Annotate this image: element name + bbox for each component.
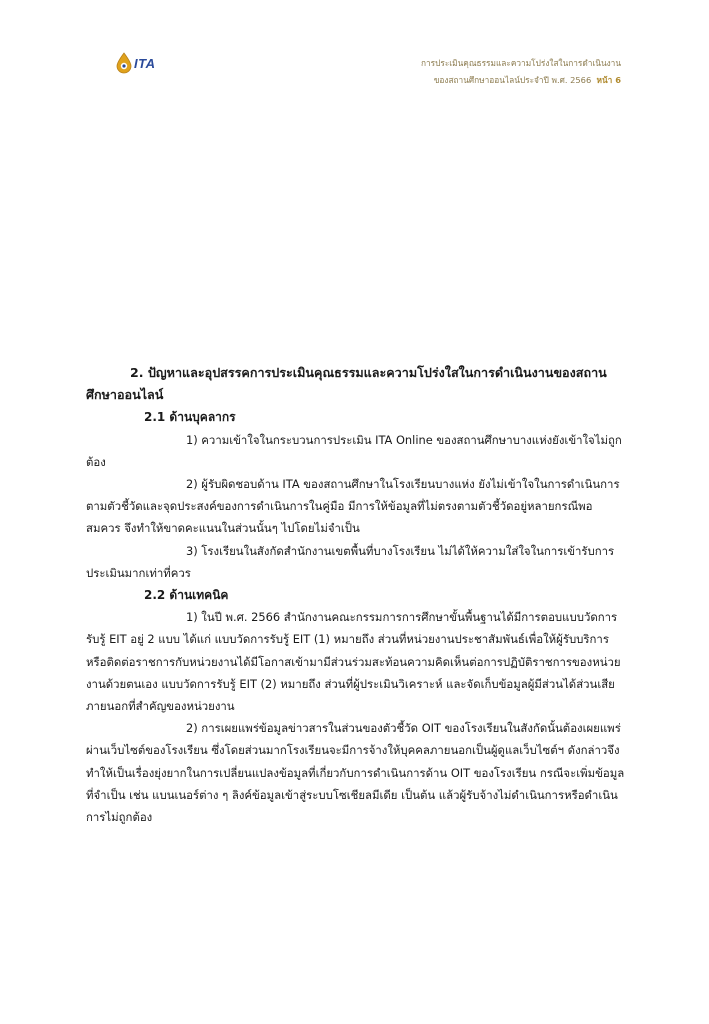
document-body	[86, 362, 626, 828]
page-number: หน้า 6	[596, 75, 621, 85]
page-header	[421, 55, 621, 89]
ita-logo	[116, 52, 155, 74]
paragraph: 1) ในปี พ.ศ. 2566 สำนักงานคณะกรรมการการศึกษาขั้นพื้นฐานได้มีการตอบแบบวัดการรับรู้ EIT อยู่ 2 แบบ ได้แก่ แบบวัดการรับรู้ EIT (1) หมายถึง ส่วนที่หน่วยงานประชาสัมพันธ์เพื่อให้ผู้รับบริการหรือติดต่อราชการกับหน่วยงานได้มีโอกาสเข้ามามีส่วนร่วมสะท้อนความคิดเห็นต่อการปฏิบัติราชการของหน่วยงานด้วยตนเอง แบบวัดการรับรู้ EIT (2) หมายถึง ส่วนที่ผู้ประเมินวิเคราะห์ และจัดเก็บข้อมูลผู้มีส่วนได้ส่วนเสียภายนอกที่สำคัญของหน่วยงาน	[86, 610, 621, 714]
section-title: 2. ปัญหาและอุปสรรคการประเมินคุณธรรมและความโปร่งใสในการดำเนินงานของสถานศึกษาออนไลน์	[86, 365, 607, 403]
paragraph: 3) โรงเรียนในสังกัดสำนักงานเขตพื้นที่บางโรงเรียน ไม่ได้ให้ความใส่ใจในการเข้ารับการประเมินมากเท่าที่ควร	[86, 543, 615, 580]
paragraph: 2) ผู้รับผิดชอบด้าน ITA ของสถานศึกษาในโรงเรียนบางแห่ง ยังไม่เข้าใจในการดำเนินการตามตัวชี้วัดและจุดประสงค์ของการดำเนินการในคู่มือ มีการให้ข้อมูลที่ไม่ตรงตามตัวชี้วัดอยู่หลายกรณีพอสมควร จึงทำให้ขาดคะแนนในส่วนนั้นๆ ไปโดยไม่จำเป็น	[86, 477, 620, 536]
subsection-title-technical: 2.2 ด้านเทคนิค	[144, 588, 229, 603]
paragraph: 2) การเผยแพร่ข้อมูลข่าวสารในส่วนของตัวชี้วัด OIT ของโรงเรียนในสังกัดนั้นต้องเผยแพร่ผ่านเว็บไซต์ของโรงเรียน ซึ่งโดยส่วนมากโรงเรียนจะมีการจ้างให้บุคคลภายนอกเป็นผู้ดูแลเว็บไซต์ฯ ดังกล่าวจึงทำให้เป็นเรื่องยุ่งยากในการเปลี่ยนแปลงข้อมูลที่เกี่ยวกับการดำเนินการด้าน OIT ของโรงเรียน กรณีจะเพิ่มข้อมูลที่จำเป็น เช่น แบนเนอร์ต่าง ๆ ลิงค์ข้อมูลเข้าสู่ระบบโซเชียลมีเดีย เป็นต้น แล้วผู้รับจ้างไม่ดำเนินการหรือดำเนินการไม่ถูกต้อง	[86, 721, 625, 825]
header-line-2	[421, 72, 621, 89]
paragraph: 1) ความเข้าใจในกระบวนการประเมิน ITA Online ของสถานศึกษาบางแห่งยังเข้าใจไม่ถูกต้อง	[86, 432, 622, 469]
logo-text: ITA	[134, 55, 156, 71]
header-line-1: การประเมินคุณธรรมและความโปร่งใสในการดำเนินงาน	[420, 58, 621, 68]
header-line-2-text: ของสถานศึกษาออนไลน์ประจำปี พ.ศ. 2566	[433, 75, 592, 85]
ita-drop-icon	[116, 52, 132, 74]
subsection-title-personnel: 2.1 ด้านบุคลากร	[144, 410, 236, 425]
